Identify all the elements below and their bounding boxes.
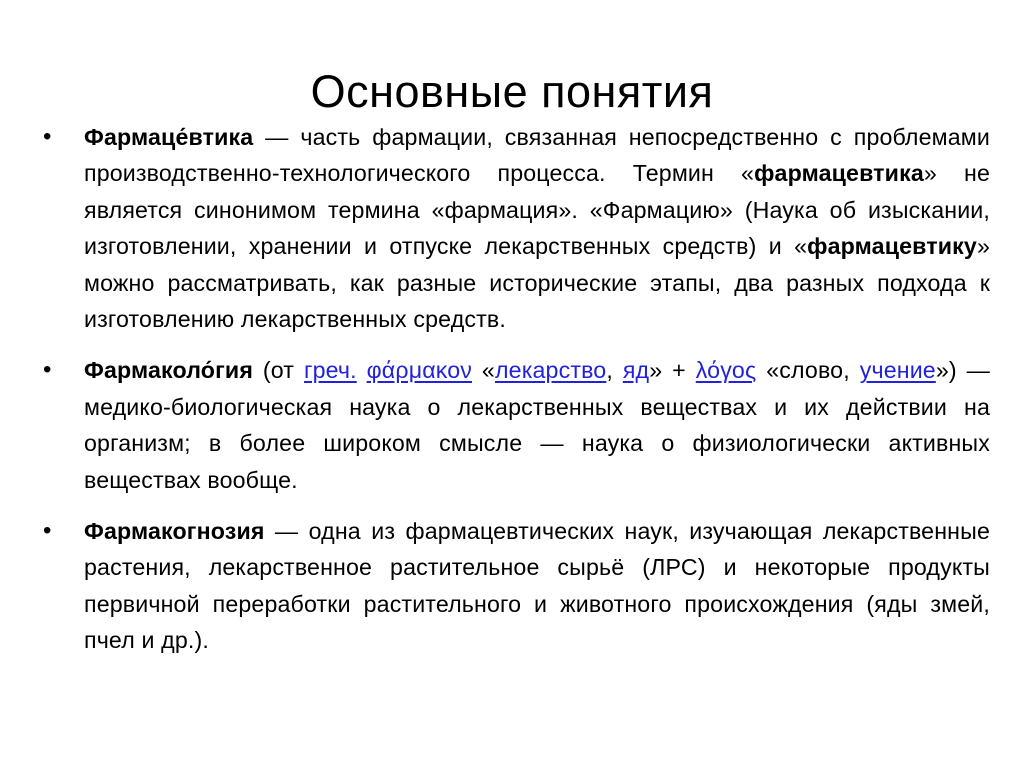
bullet-item-pharmacology <box>40 352 990 498</box>
term-pharmaceutics: Фармаце́втика <box>84 124 254 150</box>
bullet-icon: • <box>43 356 52 384</box>
definition-text: ») — медико-биологическая наука о лекарственных веществах и их действии на организм; в более широком смысле — наука о физиологически активных веществах вообще. <box>84 357 990 493</box>
link-logos[interactable]: λόγος <box>695 357 757 384</box>
term-pharmacognosy: Фармакогнозия <box>84 518 265 545</box>
definition-text: (от <box>253 357 304 384</box>
bullet-item-pharmacognosy <box>40 513 990 659</box>
definition-text: » можно рассматривать, как разные исторические этапы, два разных подхода к изготовлению лекарственных средств. <box>84 233 990 333</box>
definition-text: «слово, <box>756 357 860 384</box>
definition-text: — одна из фармацевтических наук, изучающая лекарственные растения, лекарственное растительное сырьё (ЛРС) и некоторые продукты первичной переработки растительного и животного происхождения (яды змей, пчел и др.). <box>84 518 990 654</box>
definition-text: « <box>472 357 495 384</box>
link-medicine[interactable]: лекарство <box>494 357 607 384</box>
term-pharmacology: Фармаколо́гия <box>84 357 254 384</box>
bullet-item-pharmaceutics <box>40 119 990 337</box>
link-poison[interactable]: яд <box>622 357 650 384</box>
link-pharmakon[interactable]: φάρμακον <box>366 357 473 384</box>
bold-term: фармацевтику <box>807 233 977 260</box>
definition-text: » + <box>649 357 696 384</box>
definition-text: » не является синонимом термина «фармация». «Фармацию» (Наука об изыскании, изготовлении, хранении и отпуске лекарственных средств) и « <box>84 160 991 260</box>
slide-title: Основные понятия <box>310 66 714 118</box>
link-teaching[interactable]: учение <box>859 357 936 384</box>
definition-text: , <box>606 357 623 384</box>
definition-text: — часть фармации, связанная непосредственно с проблемами производственно-технологического процесса. Термин « <box>84 124 990 187</box>
bold-term: фармацевтика <box>754 160 924 187</box>
link-greek[interactable]: греч. <box>303 357 357 384</box>
bullet-icon: • <box>43 517 52 545</box>
bullet-icon: • <box>43 123 52 150</box>
bullet-list <box>40 119 990 674</box>
definition-text <box>357 357 367 383</box>
